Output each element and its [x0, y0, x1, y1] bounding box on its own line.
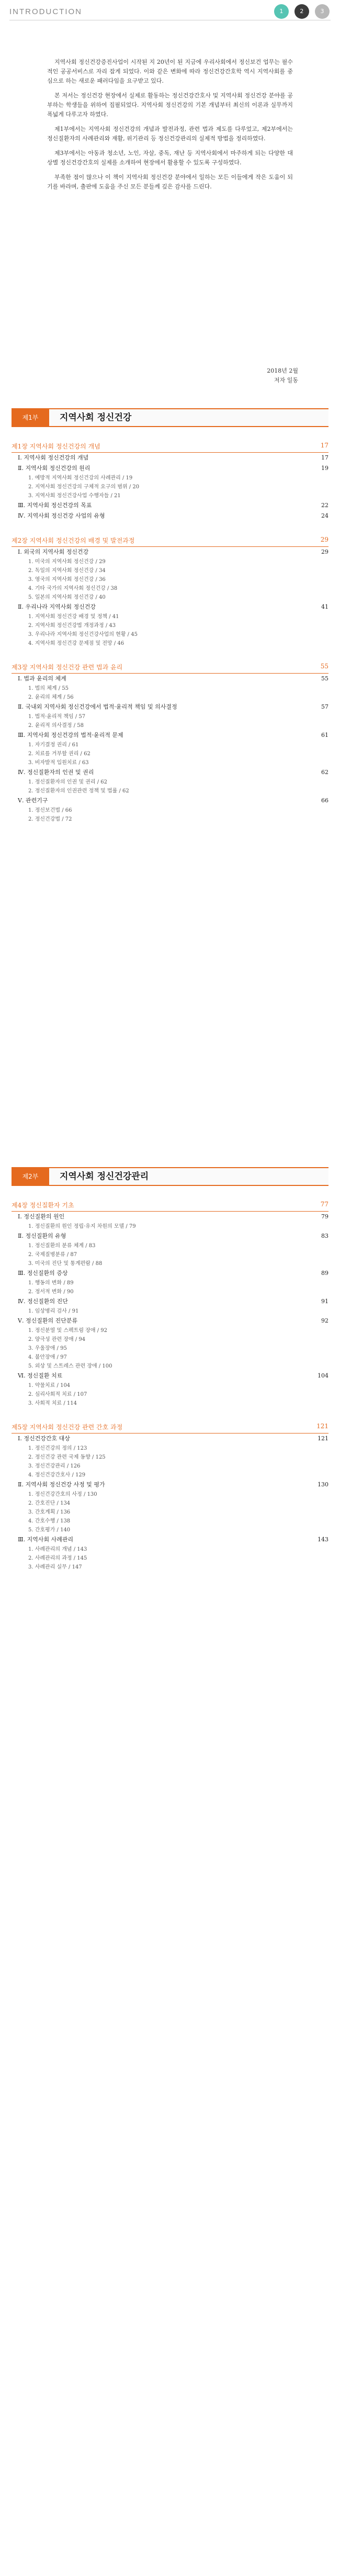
preface-signoff	[225, 366, 298, 385]
section-title: Ⅲ. 정신질환의 증상	[18, 1270, 68, 1276]
subsection-entry[interactable]: 1. 행동의 변화 / 89	[28, 1280, 74, 1286]
preface-paragraph: 본 저서는 정신건강 현장에서 실제로 활동하는 정신건강간호사 및 지역사회 정신건강 분야를 공부하는 학생들을 위하여 집필되었다. 지역사회 정신건강의 기본 개념부터 최신의 이론과 실무까지 폭넓게 다루고자 하였다.	[47, 92, 293, 118]
chapter-title[interactable]	[12, 535, 328, 547]
section-entry[interactable]	[12, 453, 328, 463]
part-banner	[12, 408, 328, 427]
chapter-page-number: 77	[320, 1201, 328, 1208]
circle-badge: 1	[274, 4, 289, 19]
section-title: Ⅰ. 정신건강간호 대상	[18, 1435, 70, 1442]
section-entry[interactable]	[12, 511, 328, 521]
section-title: Ⅰ. 지역사회 정신건강의 개념	[18, 454, 89, 461]
preface-paragraph: 제3부에서는 아동과 청소년, 노인, 자살, 중독, 재난 등 지역사회에서 마주하게 되는 다양한 대상별 정신건강간호의 실제를 소개하여 현장에서 활용할 수 있도록 구성하였다.	[47, 150, 293, 166]
section-entry[interactable]	[12, 1480, 328, 1490]
subsection-entry[interactable]: 1. 지역사회 정신건강 배경 및 정책 / 41	[28, 614, 119, 620]
chapter-page-number: 121	[316, 1423, 328, 1430]
chapter-title-text: 제4장 정신질환자 기초	[12, 1202, 74, 1209]
subsection-entry[interactable]: 3. 정신건강관리 / 126	[28, 1463, 81, 1469]
subsection-entry[interactable]: 2. 정신건강 관련 국제 동향 / 125	[28, 1454, 106, 1460]
subsection-entry[interactable]: 2. 지역사회 정신건강의 구체적 요구의 범위 / 20	[28, 484, 140, 490]
page-header	[0, 0, 340, 31]
preface	[47, 58, 293, 192]
subsection-entry[interactable]: 5. 간호평가 / 140	[28, 1527, 71, 1533]
section-entry[interactable]	[12, 702, 328, 712]
subsection-entry[interactable]: 2. 윤리적 의사결정 / 58	[28, 723, 84, 729]
section-title: Ⅲ. 지역사회 사례관리	[18, 1536, 74, 1543]
subsection-entry[interactable]: 3. 비자발적 입원치료 / 63	[28, 760, 89, 766]
section-page-number: 92	[321, 1317, 328, 1324]
subsection-entry[interactable]: 1. 정신질환자의 인권 및 권리 / 62	[28, 779, 107, 785]
section-title: Ⅱ. 지역사회 정신건강 사정 및 평가	[18, 1481, 105, 1488]
subsection-entry[interactable]: 2. 정서적 변화 / 90	[28, 1289, 74, 1295]
section-entry[interactable]	[12, 500, 328, 511]
preface-paragraph: 제1부에서는 지역사회 정신건강의 개념과 발전과정, 관련 법과 제도를 다루었고, 제2부에서는 정신질환자의 사례관리와 재활, 위기관리 등 정신건강관리의 실제적 방법을 정리하였다.	[47, 126, 293, 142]
chapter-title-text: 제3장 지역사회 정신건강 관련 법과 윤리	[12, 664, 123, 671]
section-title: Ⅲ. 지역사회 정신건강의 법적·윤리적 문제	[18, 732, 123, 738]
subsection-entry[interactable]: 1. 정신질환의 분류 체계 / 83	[28, 1243, 96, 1249]
subsection-entry[interactable]: 1. 정신건강간호의 사정 / 130	[28, 1492, 97, 1497]
subsection-entry[interactable]: 1. 임상병리 검사 / 91	[28, 1308, 79, 1314]
part-banner	[12, 1167, 328, 1186]
subsection-entry[interactable]: 2. 심리사회적 치료 / 107	[28, 1392, 87, 1397]
subsection-entry[interactable]: 3. 우울장애 / 95	[28, 1346, 67, 1351]
section-page-number: 143	[318, 1536, 328, 1543]
toc-chapter	[12, 1421, 328, 1572]
subsection-entry[interactable]: 2. 국제질병분류 / 87	[28, 1252, 77, 1258]
part-number: 제1부	[12, 409, 49, 426]
subsection-entry[interactable]: 5. 일본의 지역사회 정신건강 / 40	[28, 595, 106, 600]
section-title: Ⅳ. 정신질환의 진단	[18, 1298, 68, 1305]
subsection-entry[interactable]: 2. 간호진단 / 134	[28, 1500, 71, 1506]
subsection-entry[interactable]: 5. 외상 및 스트레스 관련 장애 / 100	[28, 1363, 112, 1369]
toc-chapter	[12, 441, 328, 521]
subsection-entry[interactable]: 3. 지역사회 정신건강사업 수행자들 / 21	[28, 493, 121, 499]
section-page-number: 83	[321, 1233, 328, 1239]
section-title: Ⅴ. 관련기구	[18, 797, 48, 804]
subsection-entry[interactable]: 1. 법의 체계 / 55	[28, 686, 69, 691]
subsection-entry[interactable]: 1. 예방적 지역사회 정신건강의 사례관리 / 19	[28, 475, 133, 481]
subsection-entry[interactable]: 3. 간호계획 / 136	[28, 1509, 71, 1515]
section-entry[interactable]	[12, 767, 328, 778]
section-title: Ⅱ. 우리나라 지역사회 정신건강	[18, 603, 96, 610]
section-page-number: 57	[321, 703, 328, 710]
section-page-number: 79	[321, 1213, 328, 1220]
section-entry[interactable]	[12, 796, 328, 806]
chapter-title[interactable]	[12, 1421, 328, 1433]
section-page-number: 22	[321, 502, 328, 509]
section-page-number: 19	[321, 465, 328, 472]
section-entry[interactable]	[12, 1296, 328, 1307]
section-entry[interactable]	[12, 547, 328, 557]
section-page-number: 41	[321, 603, 328, 610]
section-entry[interactable]	[12, 674, 328, 684]
section-entry[interactable]	[12, 1231, 328, 1241]
section-title: Ⅱ. 지역사회 정신건강의 원리	[18, 465, 90, 472]
subsection-entry[interactable]: 3. 사회적 치료 / 114	[28, 1401, 77, 1406]
subsection-entry[interactable]: 1. 미국의 지역사회 정신건강 / 29	[28, 559, 106, 565]
subsection-entry[interactable]: 1. 정신분열 및 스펙트럼 장애 / 92	[28, 1328, 107, 1334]
section-title: Ⅳ. 정신질환자의 인권 및 권리	[18, 769, 94, 776]
section-title: Ⅱ. 국내외 지역사회 정신건강에서 법적·윤리적 책임 및 의사결정	[18, 703, 177, 710]
subsection-entry[interactable]: 3. 사례관리 실무 / 147	[28, 1564, 82, 1570]
toc-chapter	[12, 1200, 328, 1408]
section-title: Ⅴ. 정신질환의 진단분류	[18, 1317, 78, 1324]
chapter-title-text: 제5장 지역사회 정신건강 관련 간호 과정	[12, 1424, 123, 1431]
subsection-entry[interactable]: 2. 치료를 거부할 권리 / 62	[28, 751, 90, 757]
section-page-number: 121	[318, 1435, 328, 1442]
section-title: Ⅰ. 정신질환의 원인	[18, 1213, 65, 1220]
subsection-entry[interactable]: 1. 자기결정 권리 / 61	[28, 742, 79, 748]
toc-chapter	[12, 535, 328, 648]
section-entry[interactable]	[12, 1268, 328, 1279]
header-circles	[271, 4, 330, 19]
chapter-title[interactable]	[12, 441, 328, 453]
chapter-title-text: 제2장 지역사회 정신건강의 배경 및 발전과정	[12, 537, 135, 544]
subsection-entry[interactable]: 4. 정신건강간호사 / 129	[28, 1472, 86, 1478]
part-title: 지역사회 정신건강	[60, 412, 132, 423]
part-number: 제2부	[12, 1168, 49, 1185]
section-page-number: 62	[321, 769, 328, 776]
chapter-title-text: 제1장 지역사회 정신건강의 개념	[12, 443, 100, 450]
circle-badge: 2	[294, 4, 309, 19]
section-entry[interactable]	[12, 1316, 328, 1326]
section-page-number: 130	[318, 1481, 328, 1488]
section-entry[interactable]	[12, 730, 328, 741]
subsection-entry[interactable]: 1. 정신건강의 정의 / 123	[28, 1446, 87, 1451]
subsection-entry[interactable]: 1. 정신보건법 / 66	[28, 808, 72, 813]
subsection-entry[interactable]: 4. 불안장애 / 97	[28, 1354, 67, 1360]
section-entry[interactable]	[12, 1212, 328, 1222]
preface-paragraph: 부족한 점이 많으나 이 책이 지역사회 정신건강 분야에서 일하는 모든 이들에게 작은 도움이 되기를 바라며, 출판에 도움을 주신 모든 분들께 깊은 감사를 드린다.	[47, 174, 293, 190]
subsection-entry[interactable]: 4. 기타 국가의 지역사회 정신건강 / 38	[28, 586, 118, 591]
subsection-entry[interactable]: 2. 윤리의 체계 / 56	[28, 695, 74, 700]
toc-part	[12, 408, 328, 824]
subsection-entry[interactable]: 2. 정신질환자의 인권관련 정책 및 법률 / 62	[28, 788, 129, 794]
part-title: 지역사회 정신건강관리	[60, 1171, 149, 1182]
section-entry[interactable]	[12, 1433, 328, 1444]
section-page-number: 61	[321, 732, 328, 738]
subsection-entry[interactable]: 4. 간호수행 / 138	[28, 1518, 71, 1524]
subsection-entry[interactable]: 2. 지역사회 정신건강법 개정과정 / 43	[28, 623, 116, 629]
toc-chapter	[12, 662, 328, 824]
chapter-page-number: 17	[320, 442, 328, 449]
subsection-entry[interactable]: 2. 사례관리의 과정 / 145	[28, 1555, 87, 1561]
section-page-number: 66	[321, 797, 328, 804]
section-entry[interactable]	[12, 1371, 328, 1381]
section-page-number: 24	[321, 512, 328, 519]
preface-paragraph: 지역사회 정신건강증진사업이 시작된 지 20년이 된 지금에 우리사회에서 정신보건 업무는 필수적인 공공서비스로 자리 잡게 되었다. 이와 같은 변화에 따라 정신건강간호학 역시 지역사회를 중심으로 하는 새로운 패러다임을 요구받고 있다.	[47, 59, 293, 84]
section-page-number: 17	[321, 454, 328, 461]
section-title: Ⅲ. 지역사회 정신건강의 목표	[18, 502, 92, 509]
subsection-entry[interactable]: 2. 양극성 관련 장애 / 94	[28, 1337, 86, 1342]
section-entry[interactable]	[12, 1535, 328, 1545]
section-entry[interactable]	[12, 463, 328, 474]
subsection-entry[interactable]: 2. 독일의 지역사회 정신건강 / 34	[28, 568, 106, 574]
section-title: Ⅳ. 지역사회 정신건강 사업의 유형	[18, 512, 105, 519]
chapter-page-number: 29	[320, 536, 328, 543]
circle-badge: 3	[315, 4, 330, 19]
subsection-entry[interactable]: 4. 지역사회 정신건강 문제점 및 전망 / 46	[28, 641, 124, 646]
section-title: Ⅰ. 외국의 지역사회 정신건강	[18, 548, 89, 555]
subsection-entry[interactable]: 1. 법적·윤리적 책임 / 57	[28, 714, 86, 720]
chapter-page-number: 55	[320, 663, 328, 670]
subsection-entry[interactable]: 1. 약물치료 / 104	[28, 1383, 71, 1388]
section-label: INTRODUCTION	[9, 7, 82, 16]
section-entry[interactable]	[12, 602, 328, 612]
section-page-number: 89	[321, 1270, 328, 1276]
section-title: Ⅵ. 정신질환 치료	[18, 1372, 63, 1379]
subsection-entry[interactable]: 1. 정신질환의 원인 정립·유지 차원의 모델 / 79	[28, 1224, 136, 1229]
preface-date: 2018년 2월	[267, 367, 298, 374]
section-page-number: 104	[318, 1372, 328, 1379]
section-title: Ⅰ. 법과 윤리의 체계	[18, 675, 66, 682]
section-page-number: 29	[321, 548, 328, 555]
chapter-title[interactable]	[12, 1200, 328, 1212]
subsection-entry[interactable]: 3. 미국의 진단 및 통계편람 / 88	[28, 1261, 103, 1267]
preface-author: 저자 일동	[274, 377, 298, 384]
section-page-number: 91	[321, 1298, 328, 1305]
chapter-title[interactable]	[12, 662, 328, 674]
subsection-entry[interactable]: 1. 사례관리의 개념 / 143	[28, 1547, 87, 1552]
section-title: Ⅱ. 정신질환의 유형	[18, 1233, 66, 1239]
subsection-entry[interactable]: 3. 영국의 지역사회 정신건강 / 36	[28, 577, 106, 583]
toc-part	[12, 1167, 328, 1572]
subsection-entry[interactable]: 2. 정신건강법 / 72	[28, 816, 72, 822]
section-page-number: 55	[321, 675, 328, 682]
subsection-entry[interactable]: 3. 우리나라 지역사회 정신건강사업의 현황 / 45	[28, 632, 138, 637]
